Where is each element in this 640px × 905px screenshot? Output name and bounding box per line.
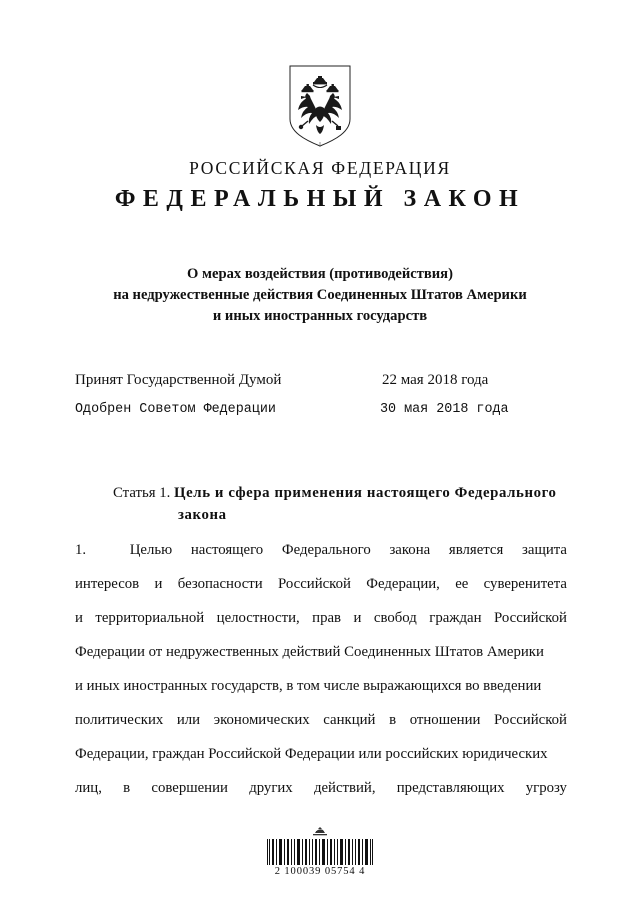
body-word: в — [389, 712, 397, 728]
adoption-row-duma — [75, 372, 570, 402]
body-word: является — [448, 542, 504, 558]
russian-coat-of-arms-icon — [287, 64, 353, 148]
body-word: политических — [75, 712, 164, 728]
subtitle-line-3: и иных иностранных государств — [212, 308, 428, 324]
body-word: санкций — [323, 712, 376, 728]
printer-mark-icon — [307, 826, 333, 838]
body-word: защита — [522, 542, 567, 558]
body-word: и — [75, 610, 83, 626]
body-word: представляющих — [396, 780, 505, 796]
document-type-heading: ФЕДЕРАЛЬНЫЙ ЗАКОН — [114, 186, 526, 212]
body-word: Федерального — [281, 542, 371, 558]
body-word: Российской — [494, 610, 567, 626]
body-word: в — [123, 780, 131, 796]
adoption-row-council — [75, 402, 570, 432]
body-word: лиц, — [75, 780, 102, 796]
adoption-date: 30 мая 2018 года — [380, 402, 509, 417]
adoption-authority: Принят Государственной Думой — [75, 372, 282, 388]
body-line — [75, 533, 567, 567]
body-word-run: Федерации от недружественных действий Соединенных Штатов Америки — [75, 644, 544, 660]
body-word: безопасности — [177, 576, 263, 592]
body-word: совершении — [151, 780, 228, 796]
paragraph-number: 1. — [75, 542, 87, 558]
body-line — [75, 635, 567, 669]
subtitle-line-1: О мерах воздействия (противодействия) — [187, 266, 453, 282]
barcode-bars — [266, 839, 374, 865]
body-line — [75, 771, 567, 805]
body-word: Российской — [494, 712, 567, 728]
body-word: и — [154, 576, 163, 592]
body-word-run: Федерации, граждан Российской Федерации или российских юридических — [75, 746, 548, 762]
body-word: целостности, — [216, 610, 300, 626]
body-word: суверенитета — [483, 576, 567, 592]
article-number: Статья 1. — [113, 485, 171, 501]
country-heading: РОССИЙСКАЯ ФЕДЕРАЦИЯ — [189, 158, 451, 178]
adoption-authority: Одобрен Советом Федерации — [75, 402, 276, 417]
body-word: закона — [389, 542, 431, 558]
body-word: свобод — [373, 610, 417, 626]
body-line — [75, 703, 567, 737]
body-line — [75, 737, 567, 771]
barcode-area — [0, 826, 640, 877]
article-title-line-1: Цель и сфера применения настоящего Федерального — [174, 485, 557, 501]
body-word: экономических — [213, 712, 310, 728]
body-word-run: и иных иностранных государств, в том числе выражающихся во введении — [75, 678, 542, 694]
document-subtitle — [70, 264, 570, 327]
body-word: Российской — [278, 576, 351, 592]
emblem-container — [0, 64, 640, 153]
body-line — [75, 669, 567, 703]
subtitle-line-2: на недружественные действия Соединенных Штатов Америки — [113, 287, 527, 303]
body-word: других — [249, 780, 293, 796]
body-word: Целью — [129, 542, 173, 558]
body-word: и — [353, 610, 362, 626]
body-line — [75, 567, 567, 601]
body-word: территориальной — [95, 610, 205, 626]
body-line — [75, 601, 567, 635]
body-word: действий, — [313, 780, 376, 796]
body-word: граждан — [429, 610, 482, 626]
body-word: интересов — [75, 576, 140, 592]
body-word: угрозу — [525, 780, 567, 796]
adoption-date: 22 мая 2018 года — [382, 372, 489, 388]
body-word: Федерации, — [366, 576, 440, 592]
article-title-line-2: закона — [178, 507, 227, 523]
paragraph-body — [75, 533, 567, 805]
adoption-block — [75, 372, 570, 432]
body-word: прав — [312, 610, 342, 626]
body-word: отношении — [409, 712, 481, 728]
barcode-number: 2 100039 05754 4 — [274, 866, 366, 877]
body-word: ее — [455, 576, 469, 592]
article-heading — [113, 482, 573, 526]
body-word: или — [176, 712, 201, 728]
body-word: настоящего — [190, 542, 264, 558]
